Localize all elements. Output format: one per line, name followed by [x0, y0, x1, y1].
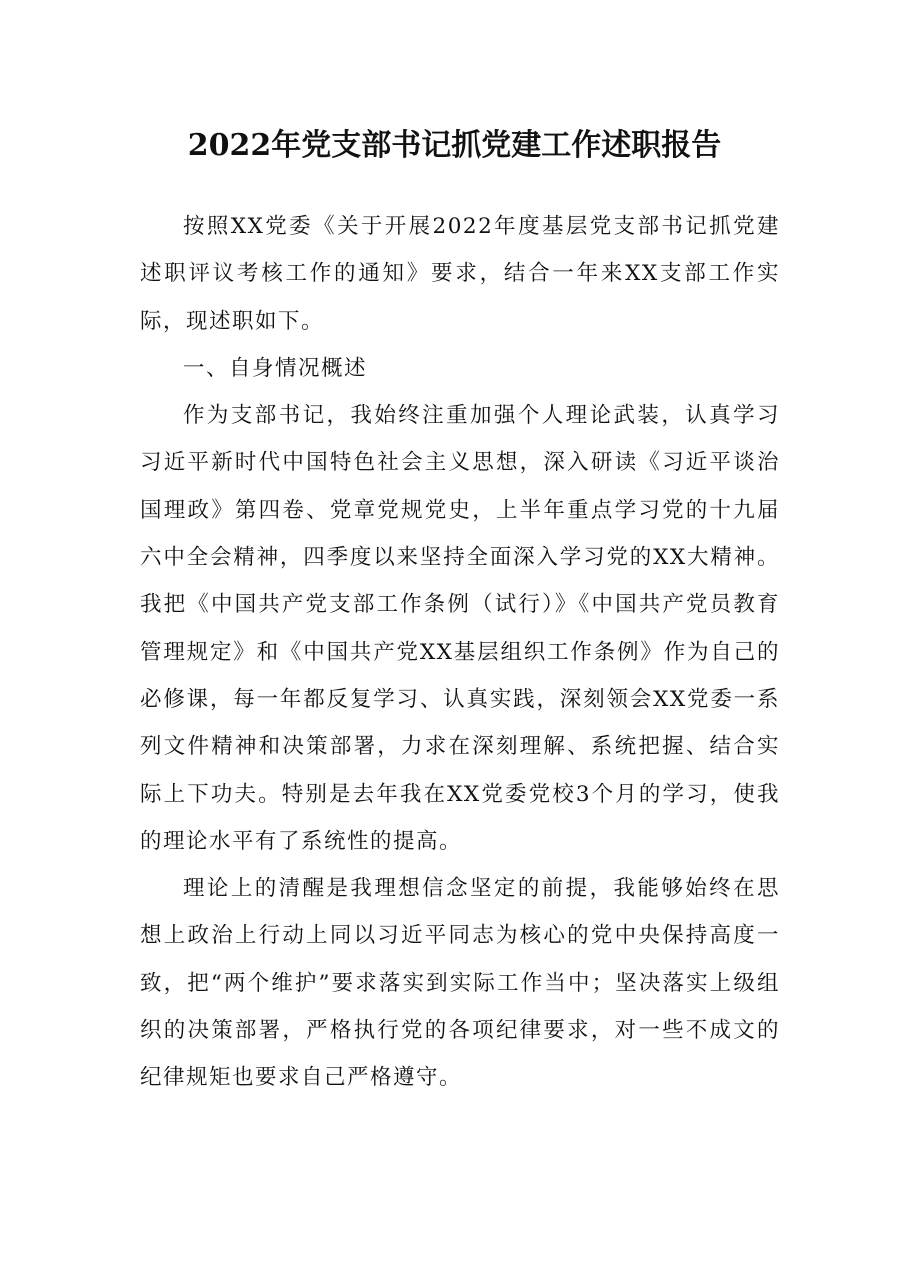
section-heading-1: 一、自身情况概述: [183, 355, 368, 381]
document-body: [140, 203, 780, 1102]
paragraph-theory-study: 作为支部书记，我始终注重加强个人理论武装，认真学习习近平新时代中国特色社会主义思想，深入研读《习近平谈治国理政》第四卷、党章党规党史，上半年重点学习党的十九届六中全会精神，四季度以来坚持全面深入学习党的XX大精神。我把《中国共产党支部工作条例（试行）》《中国共产党员教育管理规定》和《中国共产党XX基层组织工作条例》作为自己的必修课，每一年都反复学习、认真实践，深刻领会XX党委一系列文件精神和决策部署，力求在深刻理解、系统把握、结合实际上下功夫。特别是去年我在XX党委党校3个月的学习，使我的理论水平有了系统性的提高。: [140, 403, 780, 854]
paragraph-ideals-belief: 理论上的清醒是我理想信念坚定的前提，我能够始终在思想上政治上行动上同以习近平同志为核心的党中央保持高度一致，把“两个维护”要求落实到实际工作当中；坚决落实上级组织的决策部署，严格执行党的各项纪律要求，对一些不成文的纪律规矩也要求自己严格遵守。: [140, 876, 780, 1091]
document-title: 2022年党支部书记抓党建工作述职报告: [187, 128, 722, 163]
paragraph-intro: 按照XX党委《关于开展2022年度基层党支部书记抓党建述职评议考核工作的通知》要求，结合一年来XX支部工作实际，现述职如下。: [140, 214, 780, 334]
